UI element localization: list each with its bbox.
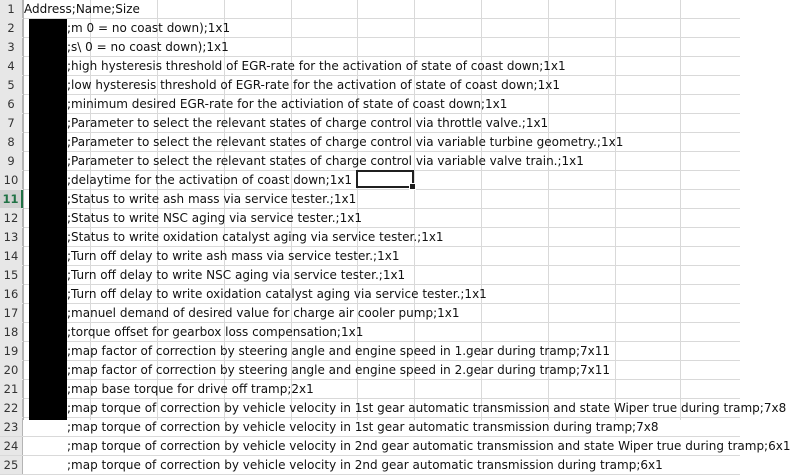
table-row[interactable] xyxy=(0,323,740,342)
table-row[interactable] xyxy=(0,380,740,399)
cell-a[interactable]: ;Parameter to select the relevant states of charge control via throttle valve.;1x1 xyxy=(67,116,549,130)
row-number[interactable]: 23 xyxy=(0,418,23,436)
cell-a[interactable]: ;map torque of correction by vehicle velocity in 1st gear automatic transmission and state Wiper true during tramp;7x8 xyxy=(67,401,787,415)
cell-a[interactable]: ;map factor of correction by steering angle and engine speed in 2.gear during tramp;7x11 xyxy=(67,363,611,377)
row-number[interactable]: 22 xyxy=(0,399,23,417)
table-row[interactable] xyxy=(0,190,740,209)
cell-a[interactable]: ;Parameter to select the relevant states of charge control via variable turbine geometry.;1x1 xyxy=(67,135,624,149)
header-cell-a1[interactable]: Address;Name;Size xyxy=(24,2,140,16)
table-row[interactable] xyxy=(0,95,740,114)
cell-a[interactable]: ;Turn off delay to write NSC aging via service tester.;1x1 xyxy=(67,268,406,282)
row-number[interactable]: 12 xyxy=(0,209,23,227)
table-row[interactable] xyxy=(0,19,740,38)
row-number[interactable]: 9 xyxy=(0,152,23,170)
cell-a[interactable]: ;Status to write ash mass via service tester.;1x1 xyxy=(67,192,357,206)
row-number[interactable]: 19 xyxy=(0,342,23,360)
row-number[interactable]: 11 xyxy=(0,190,23,208)
table-row[interactable] xyxy=(0,228,740,247)
row-number[interactable]: 5 xyxy=(0,76,23,94)
cell-a[interactable]: ;manuel demand of desired value for charge air cooler pump;1x1 xyxy=(67,306,460,320)
row-number[interactable]: 16 xyxy=(0,285,23,303)
cell-a[interactable]: ;minimum desired EGR-rate for the activiation of state of coast down;1x1 xyxy=(67,97,508,111)
row-number[interactable]: 24 xyxy=(0,437,23,455)
row-number[interactable]: 13 xyxy=(0,228,23,246)
cell-a[interactable]: ;delaytime for the activation of coast down;1x1 xyxy=(67,173,353,187)
cell-a[interactable]: ;map torque of correction by vehicle velocity in 2nd gear automatic transmission and state Wiper true during tramp;6x1 xyxy=(67,439,790,453)
cell-a[interactable]: ;s\ 0 = no coast down);1x1 xyxy=(67,40,229,54)
table-row[interactable] xyxy=(0,209,740,228)
table-row[interactable] xyxy=(0,361,740,380)
table-row[interactable] xyxy=(0,304,740,323)
cell-a[interactable]: ;m 0 = no coast down);1x1 xyxy=(67,21,231,35)
table-row[interactable] xyxy=(0,266,740,285)
row-number[interactable]: 18 xyxy=(0,323,23,341)
cell-a[interactable]: ;low hysteresis threshold of EGR-rate for the activation of state of coast down;1x1 xyxy=(67,78,560,92)
table-row[interactable] xyxy=(0,285,740,304)
table-row[interactable] xyxy=(0,399,787,418)
table-row[interactable] xyxy=(0,152,740,171)
cell-a[interactable]: ;Status to write NSC aging via service tester.;1x1 xyxy=(67,211,362,225)
table-row[interactable] xyxy=(0,133,740,152)
cell-a[interactable]: ;map torque of correction by vehicle velocity in 1st gear automatic transmission during tramp;7x8 xyxy=(67,420,659,434)
cell-a[interactable]: ;map factor of correction by steering angle and engine speed in 1.gear during tramp;7x11 xyxy=(67,344,611,358)
cell-a[interactable]: ;Turn off delay to write oxidation catalyst aging via service tester.;1x1 xyxy=(67,287,487,301)
table-row[interactable] xyxy=(0,0,740,19)
row-number[interactable]: 4 xyxy=(0,57,23,75)
cell-a[interactable]: ;Parameter to select the relevant states of charge control via variable valve train.;1x1 xyxy=(67,154,584,168)
table-row[interactable] xyxy=(0,437,790,456)
table-row[interactable] xyxy=(0,76,740,95)
table-row[interactable] xyxy=(0,38,740,57)
row-number[interactable]: 2 xyxy=(0,19,23,37)
table-row[interactable] xyxy=(0,114,740,133)
row-number[interactable]: 21 xyxy=(0,380,23,398)
cell-a[interactable]: ;Turn off delay to write ash mass via service tester.;1x1 xyxy=(67,249,400,263)
row-number[interactable]: 15 xyxy=(0,266,23,284)
cell-a[interactable]: ;Status to write oxidation catalyst aging via service tester.;1x1 xyxy=(67,230,444,244)
cell-a[interactable]: ;map base torque for drive off tramp;2x1 xyxy=(67,382,314,396)
row-number[interactable]: 1 xyxy=(0,0,23,18)
table-row[interactable] xyxy=(0,342,740,361)
row-number[interactable]: 7 xyxy=(0,114,23,132)
selected-cell[interactable] xyxy=(356,170,414,188)
cell-a[interactable]: ;high hysteresis threshold of EGR-rate for the activation of state of coast down;1x1 xyxy=(67,59,566,73)
row-number[interactable]: 20 xyxy=(0,361,23,379)
fill-handle[interactable] xyxy=(409,183,416,190)
table-row[interactable] xyxy=(0,247,740,266)
row-number[interactable]: 3 xyxy=(0,38,23,56)
cell-a[interactable]: ;torque offset for gearbox loss compensation;1x1 xyxy=(67,325,364,339)
row-number[interactable]: 8 xyxy=(0,133,23,151)
row-number[interactable]: 25 xyxy=(0,456,23,474)
cell-a[interactable]: ;map torque of correction by vehicle velocity in 2nd gear automatic transmission during tramp;6x1 xyxy=(67,458,663,472)
table-row[interactable] xyxy=(0,418,740,437)
row-number[interactable]: 6 xyxy=(0,95,23,113)
row-number[interactable]: 14 xyxy=(0,247,23,265)
row-number[interactable]: 10 xyxy=(0,171,23,189)
redaction-bar xyxy=(29,19,67,420)
table-row[interactable] xyxy=(0,456,740,475)
row-number[interactable]: 17 xyxy=(0,304,23,322)
table-row[interactable] xyxy=(0,57,740,76)
